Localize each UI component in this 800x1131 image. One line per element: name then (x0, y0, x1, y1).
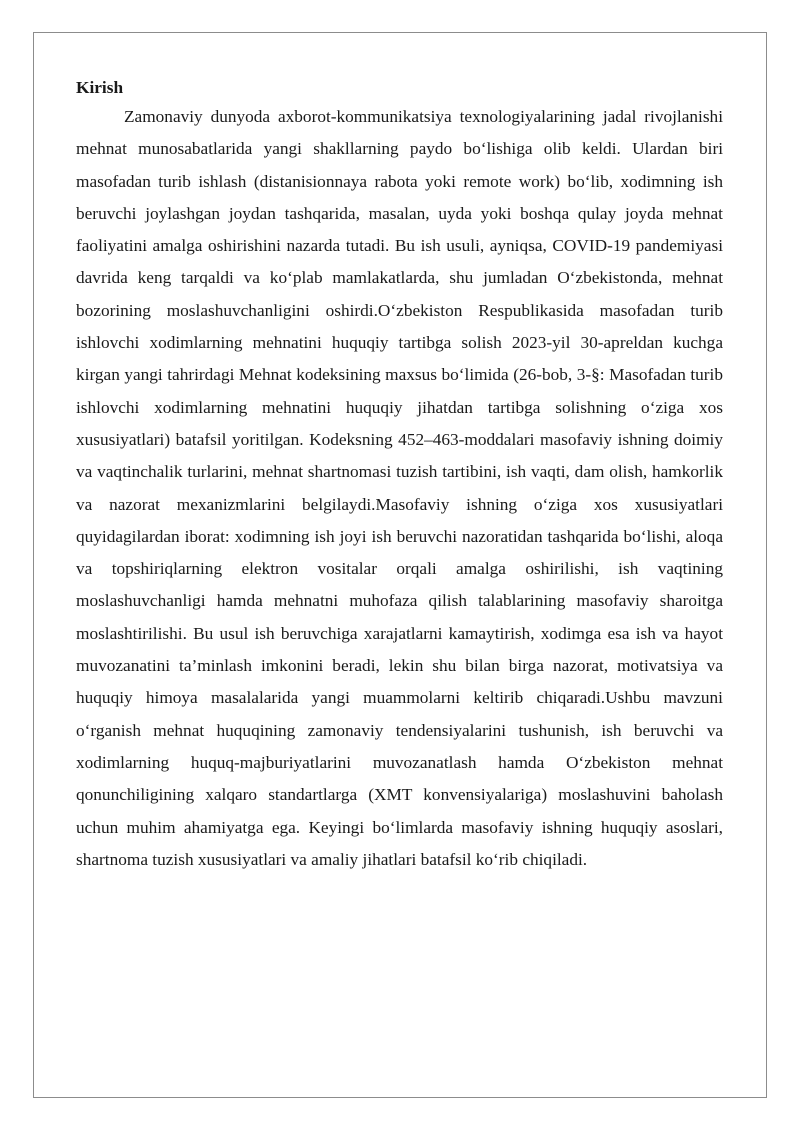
document-body (76, 74, 723, 876)
section-heading: Kirish (76, 78, 124, 97)
body-paragraph: Zamonaviy dunyoda axborot-kommunikatsiya texnologiyalarining jadal rivojlanishi mehnat munosabatlarida yangi shakllarning paydo bo‘lishiga olib keldi. Ulardan biri masofadan turib ishlash (distanisionnaya rabota yoki remote work) bo‘lib, xodimning ish beruvchi joylashgan joydan tashqarida, masalan, uyda yoki boshqa qulay joyda mehnat faoliyatini amalga oshirishini nazarda tutadi. Bu ish usuli, ayniqsa, COVID-19 pandemiyasi davrida keng tarqaldi va ko‘plab mamlakatlarda, shu jumladan O‘zbekistonda, mehnat bozorining moslashuvchanligini oshirdi.O‘zbekiston Respublikasida masofadan turib ishlovchi xodimlarning mehnatini huquqiy tartibga solish 2023-yil 30-apreldan kuchga kirgan yangi tahrirdagi Mehnat kodeksining maxsus bo‘limida (26-bob, 3-§: Masofadan turib ishlovchi xodimlarning mehnatini huquqiy jihatdan tartibga solishning o‘ziga xos xususiyatlari) batafsil yoritilgan. Kodeksning 452–463-moddalari masofaviy ishning doimiy va vaqtinchalik turlarini, mehnat shartnomasi tuzish tartibini, ish vaqti, dam olish, hamkorlik va nazorat mexanizmlarini belgilaydi.Masofaviy ishning o‘ziga xos xususiyatlari quyidagilardan iborat: xodimning ish joyi ish beruvchi nazoratidan tashqarida bo‘lishi, aloqa va topshiriqlarning elektron vositalar orqali amalga oshirilishi, ish vaqtining moslashuvchanligi hamda mehnatni muhofaza qilish talablarining masofaviy sharoitga moslashtirilishi. Bu usul ish beruvchiga xarajatlarni kamaytirish, xodimga esa ish va hayot muvozanatini ta’minlash imkonini beradi, lekin shu bilan birga nazorat, motivatsiya va huquqiy himoya masalalarida yangi muammolarni keltirib chiqaradi.Ushbu mavzuni o‘rganish mehnat huquqining zamonaviy tendensiyalarini tushunish, ish beruvchi va xodimlarning huquq-majburiyatlarini muvozanatlash hamda O‘zbekiston mehnat qonunchiligining xalqaro standartlarga (XMT konvensiyalariga) moslashuvini baholash uchun muhim ahamiyatga ega. Keyingi bo‘limlarda masofaviy ishning huquqiy asoslari, shartnoma tuzish xususiyatlari va amaliy jihatlari batafsil ko‘rib chiqiladi. (76, 107, 723, 869)
